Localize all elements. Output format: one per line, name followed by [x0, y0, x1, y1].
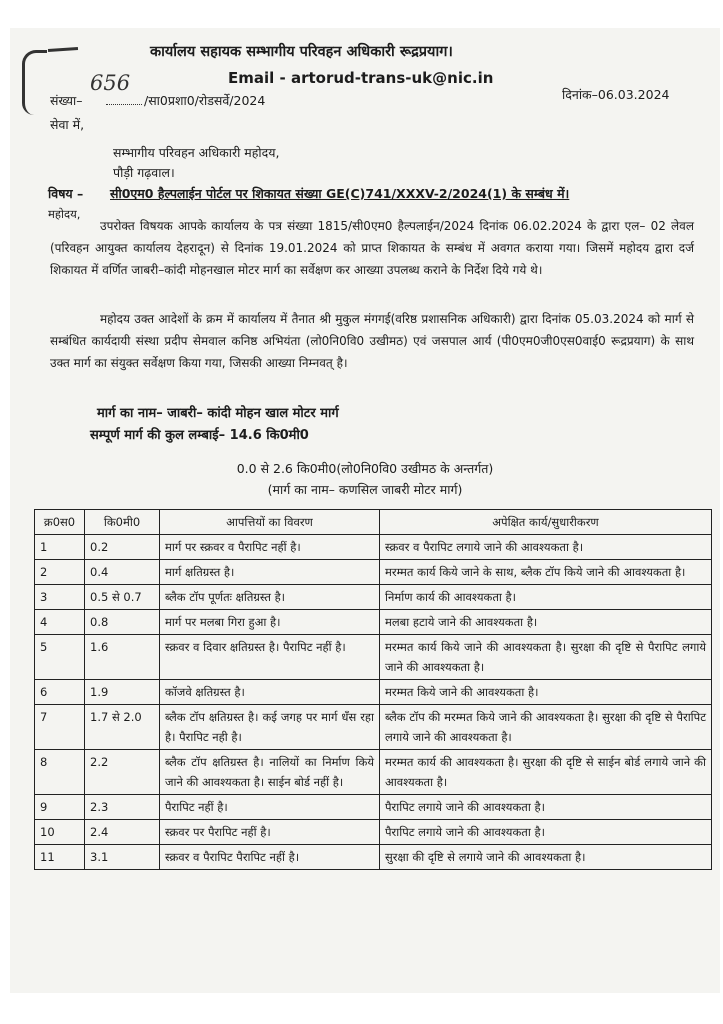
- cell-issue: कॉजवे क्षतिग्रस्त है।: [160, 680, 380, 705]
- table-row: [35, 705, 712, 750]
- table-row: [35, 845, 712, 870]
- cell-issue: स्क्रवर व दिवार क्षतिग्रस्त है। पैरापिट नहीं है।: [160, 635, 380, 680]
- cell-issue: मार्ग पर स्क्रवर व पैरापिट नहीं है।: [160, 535, 380, 560]
- cell-serial: 7: [35, 705, 85, 750]
- cell-issue: ब्लैक टॉप पूर्णतः क्षतिग्रस्त है।: [160, 585, 380, 610]
- addressee-line-1: सम्भागीय परिवहन अधिकारी महोदय,: [113, 145, 280, 160]
- section-road-name: (मार्ग का नाम– कणसिल जाबरी मोटर मार्ग): [267, 482, 463, 497]
- cell-action: ब्लैक टॉप की मरम्मत किये जाने की आवश्यकता है। सुरक्षा की दृष्टि से पैरापिट लगाये जाने की आवश्यकता है।: [380, 705, 712, 750]
- cell-action: मरम्मत कार्य किये जाने की आवश्यकता है। सुरक्षा की दृष्टि से पैरापिट लगाये जाने की आवश्यकता है।: [380, 635, 712, 680]
- cell-action: मलबा हटाये जाने की आवश्यकता है।: [380, 610, 712, 635]
- cell-action: मरम्मत कार्य की आवश्यकता है। सुरक्षा की दृष्टि से साईन बोर्ड लगाये जाने की आवश्यकता है।: [380, 750, 712, 795]
- cell-km: 0.2: [85, 535, 160, 560]
- reference-number: /सा0प्रशा0/रोडसर्वे/2024: [144, 93, 266, 108]
- cell-issue: मार्ग पर मलबा गिरा हुआ है।: [160, 610, 380, 635]
- subject-text: सी0एम0 हैल्पलाईन पोर्टल पर शिकायत संख्या GE(C)741/XXXV-2/2024(1) के सम्बंध में।: [110, 186, 570, 201]
- road-length: सम्पूर्ण मार्ग की कुल लम्बाई– 14.6 कि0मी0: [90, 428, 309, 443]
- table-row: [35, 560, 712, 585]
- office-heading: कार्यालय सहायक सम्भागीय परिवहन अधिकारी रूद्रप्रयाग।: [150, 44, 453, 60]
- cell-serial: 2: [35, 560, 85, 585]
- header-km: कि0मी0: [85, 510, 160, 535]
- cell-serial: 10: [35, 820, 85, 845]
- subject-label: विषय –: [48, 186, 84, 201]
- cell-km: 2.4: [85, 820, 160, 845]
- table-row: [35, 820, 712, 845]
- table-row: [35, 795, 712, 820]
- cell-action: मरम्मत कार्य किये जाने के साथ, ब्लैक टॉप किये जाने की आवश्यकता है।: [380, 560, 712, 585]
- cell-serial: 6: [35, 680, 85, 705]
- header-serial: क्र0स0: [35, 510, 85, 535]
- cell-serial: 11: [35, 845, 85, 870]
- cell-serial: 4: [35, 610, 85, 635]
- handwritten-bracket-mark: [22, 50, 47, 115]
- handwritten-dash-mark: [48, 47, 78, 52]
- cell-km: 1.9: [85, 680, 160, 705]
- handwritten-reference-number: 656: [90, 71, 131, 95]
- header-issue: आपत्तियों का विवरण: [160, 510, 380, 535]
- cell-km: 1.6: [85, 635, 160, 680]
- cell-action: मरम्मत किये जाने की आवश्यकता है।: [380, 680, 712, 705]
- document-page: [10, 28, 720, 993]
- letter-date: दिनांक–06.03.2024: [562, 87, 670, 102]
- cell-issue: स्क्रवर पर पैरापिट नहीं है।: [160, 820, 380, 845]
- table-row: [35, 610, 712, 635]
- body-paragraph-2: महोदय उक्त आदेशों के क्रम में कार्यालय में तैनात श्री मुकुल मंगगई(वरिष्ठ प्रशासनिक अधिकारी) द्वारा दिनांक 05.03.2024 को मार्ग से सम्बंधित कार्यदायी संस्था प्रदीप सेमवाल कनिष्ठ अभियंता (लो0नि0वि0 उखीमठ) एवं जसपाल आर्य (पी0एम0जी0एस0वाई0 रूद्रप्रयाग) के साथ उक्त मार्ग का संयुक्त सर्वेक्षण किया गया, जिसकी आख्या निम्नवत् है।: [50, 312, 694, 370]
- cell-km: 1.7 से 2.0: [85, 705, 160, 750]
- table-row: [35, 680, 712, 705]
- cell-issue: ब्लैक टॉप क्षतिग्रस्त है। कई जगह पर मार्ग धँस रहा है। पैरापिट नही है।: [160, 705, 380, 750]
- cell-serial: 3: [35, 585, 85, 610]
- table-row: [35, 585, 712, 610]
- cell-km: 2.2: [85, 750, 160, 795]
- cell-issue: पैरापिट नहीं है।: [160, 795, 380, 820]
- section-range: 0.0 से 2.6 कि0मी0(लो0नि0वि0 उखीमठ के अन्तर्गत): [236, 461, 494, 476]
- cell-action: सुरक्षा की दृष्टि से लगाये जाने की आवश्यकता है।: [380, 845, 712, 870]
- cell-issue: स्क्रवर व पैरापिट पैरापिट नहीं है।: [160, 845, 380, 870]
- salutation: महोदय,: [48, 207, 81, 221]
- road-name: मार्ग का नाम– जाबरी– कांदी मोहन खाल मोटर मार्ग: [97, 406, 339, 421]
- cell-serial: 1: [35, 535, 85, 560]
- cell-action: स्क्रवर व पैरापिट लगाये जाने की आवश्यकता है।: [380, 535, 712, 560]
- cell-issue: ब्लैक टॉप क्षतिग्रस्त है। नालियों का निर्माण किये जाने की आवश्यकता है। साईन बोर्ड नहीं है।: [160, 750, 380, 795]
- cell-action: पैरापिट लगाये जाने की आवश्यकता है।: [380, 795, 712, 820]
- table-header-row: [35, 510, 712, 535]
- reference-dotted-line: [106, 104, 142, 105]
- addressee-line-2: पौड़ी गढ़वाल।: [113, 165, 175, 180]
- cell-km: 0.8: [85, 610, 160, 635]
- cell-serial: 9: [35, 795, 85, 820]
- cell-issue: मार्ग क्षतिग्रस्त है।: [160, 560, 380, 585]
- office-email: Email - artorud-trans-uk@nic.in: [228, 69, 494, 87]
- reference-label: संख्या–: [50, 93, 83, 108]
- cell-action: पैरापिट लगाये जाने की आवश्यकता है।: [380, 820, 712, 845]
- table-row: [35, 535, 712, 560]
- cell-km: 0.4: [85, 560, 160, 585]
- to-label: सेवा में,: [50, 117, 85, 132]
- table-row: [35, 750, 712, 795]
- cell-action: निर्माण कार्य की आवश्यकता है।: [380, 585, 712, 610]
- table-row: [35, 635, 712, 680]
- survey-table: [34, 509, 712, 870]
- cell-serial: 5: [35, 635, 85, 680]
- body-paragraph-1: उपरोक्त विषयक आपके कार्यालय के पत्र संख्या 1815/सी0एम0 हैल्पलाईन/2024 दिनांक 06.02.2024 के द्वारा एल– 02 लेवल (परिवहन आयुक्त कार्यालय देहरादून) से दिनांक 19.01.2024 को प्राप्त शिकायत के सम्बंध में अवगत कराया गया। जिसमें महोदय द्वारा दर्ज शिकायत में वर्णित जाबरी–कांदी मोहनखाल मोटर मार्ग का सर्वेक्षण कर आख्या उपलब्ध कराने के निर्देश दिये गये थे।: [50, 219, 694, 277]
- cell-km: 0.5 से 0.7: [85, 585, 160, 610]
- cell-km: 3.1: [85, 845, 160, 870]
- cell-km: 2.3: [85, 795, 160, 820]
- cell-serial: 8: [35, 750, 85, 795]
- header-action: अपेक्षित कार्य/सुधारीकरण: [380, 510, 712, 535]
